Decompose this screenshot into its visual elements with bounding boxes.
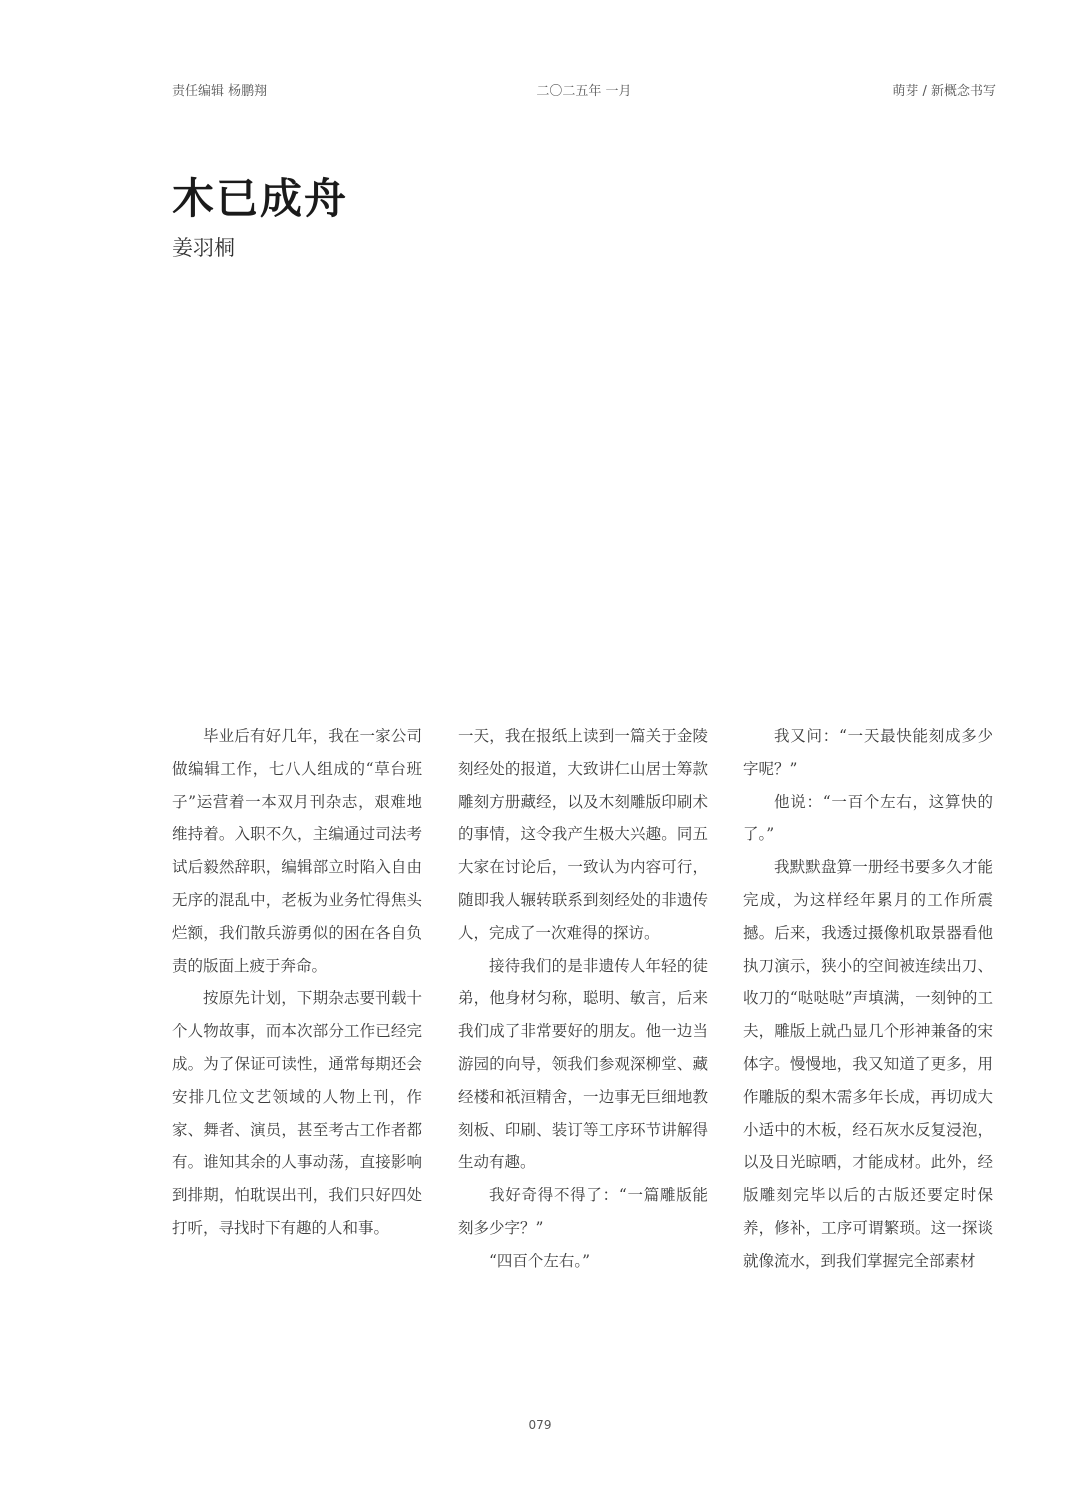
editor-credit: 责任编辑 杨鹏翔 bbox=[172, 84, 268, 99]
body-paragraph: 我又问：“一天最快能刻成多少字呢？” bbox=[743, 727, 993, 778]
page-number: 079 bbox=[528, 1418, 552, 1432]
body-paragraph: 我好奇得不得了：“一篇雕版能刻多少字？” bbox=[458, 1186, 708, 1237]
body-paragraph: 接待我们的是非遗传人年轻的徒弟，他身材匀称，聪明、敏言，后来我们成了非常要好的朋友。他一边当游园的向导，领我们参观深柳堂、藏经楼和祇洹精舍，一边事无巨细地教刻板、印刷、装订等工序环节讲解得生动有趣。 bbox=[458, 956, 708, 1172]
body-paragraph: 一天，我在报纸上读到一篇关于金陵刻经处的报道，大致讲仁山居士筹款雕刻方册藏经，以及木刻雕版印刷术的事情，这令我产生极大兴趣。同五大家在讨论后，一致认为内容可行，随即我人辗转联系到刻经处的非遗传人，完成了一次难得的探访。 bbox=[458, 727, 708, 942]
issue-date: 二〇二五年 一月 bbox=[536, 84, 632, 99]
text-column-1 bbox=[172, 720, 422, 1375]
body-paragraph: 他说：“一百个左右，这算快的了。” bbox=[743, 792, 993, 844]
body-paragraph: “四百个左右。” bbox=[489, 1251, 591, 1270]
body-paragraph: 我默默盘算一册经书要多久才能完成，为这样经年累月的工作所震撼。后来，我透过摄像机取景器看他执刀演示，狭小的空间被连续出刀、收刀的“哒哒哒”声填满，一刻钟的工夫，雕版上就凸显几个形神兼备的宋体字。慢慢地，我又知道了更多，用作雕版的梨木需多年长成，再切成大小适中的木板，经石灰水反复浸泡，以及日光晾晒，才能成材。此外，经版雕刻完毕以后的古版还要定时保养，修补，工序可谓繁琐。这一探谈就像流水，到我们掌握完全部素材 bbox=[743, 858, 993, 1270]
article-author: 姜羽桐 bbox=[172, 236, 235, 260]
body-paragraph: 按原先计划，下期杂志要刊载十个人物故事，而本次部分工作已经完成。为了保证可读性，通常每期还会安排几位文艺领域的人物上刊，作家、舞者、演员，甚至考古工作者都有。谁知其余的人事动荡，直接影响到排期，怕耽误出刊，我们只好四处打听，寻找时下有趣的人和事。 bbox=[172, 989, 422, 1237]
text-column-3 bbox=[743, 720, 993, 1375]
magazine-section: 萌芽 / 新概念书写 bbox=[892, 84, 996, 99]
body-paragraph: 毕业后有好几年，我在一家公司做编辑工作，七八人组成的“草台班子”运营着一本双月刊杂志，艰难地维持着。入职不久，主编通过司法考试后毅然辞职，编辑部立时陷入自由无序的混乱中，老板为业务忙得焦头烂额，我们散兵游勇似的困在各自负责的版面上疲于奔命。 bbox=[172, 727, 422, 975]
text-column-2 bbox=[458, 720, 708, 1375]
article-title: 木已成舟 bbox=[172, 174, 349, 223]
running-header bbox=[172, 80, 996, 100]
